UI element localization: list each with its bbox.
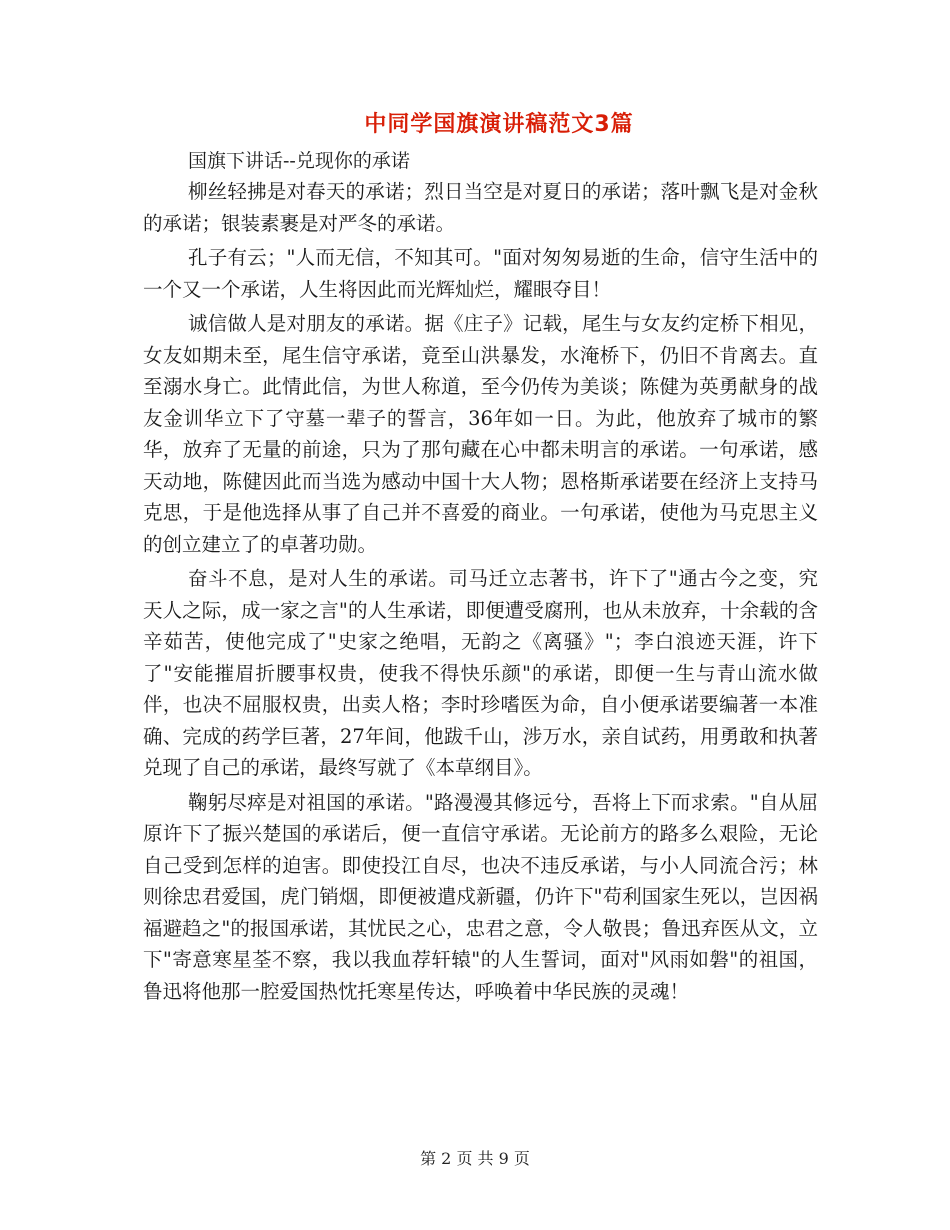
paragraph: 诚信做人是对朋友的承诺。据《庄子》记载，尾生与女友约定桥下相见，女友如期未至，尾生信守承诺，竟至山洪暴发，水淹桥下，仍旧不肯离去。直至溺水身亡。此情此信，为世人称道，至今仍传为美谈；陈健为英勇献身的战友金训华立下了守墓一辈子的誓言，36年如一日。为此，他放弃了城市的繁华，放弃了无量的前途，只为了那句藏在心中都未明言的承诺。一句承诺，感天动地，陈健因此而当选为感动中国十大人物；恩格斯承诺要在经济上支持马克思，于是他选择从事了自己并不喜爱的商业。一句承诺，使他为马克思主义的创立建立了的卓著功勋。 xyxy=(143,312,818,556)
document-title: 中同学国旗演讲稿范文3篇 xyxy=(364,112,634,137)
paragraph: 柳丝轻拂是对春天的承诺；烈日当空是对夏日的承诺；落叶飘飞是对金秋的承诺；银装素裹是对严冬的承诺。 xyxy=(143,180,818,235)
paragraph: 孔子有云；"人而无信，不知其可。"面对匆匆易逝的生命，信守生活中的一个又一个承诺，人生将因此而光辉灿烂，耀眼夺目！ xyxy=(143,246,818,301)
document-subtitle: 国旗下讲话--兑现你的承诺 xyxy=(188,150,410,172)
paragraph: 鞠躬尽瘁是对祖国的承诺。"路漫漫其修远兮，吾将上下而求索。"自从屈原许下了振兴楚国的承诺后，便一直信守承诺。无论前方的路多么艰险，无论自己受到怎样的迫害。即使投江自尽，也决不违反承诺，与小人同流合污；林则徐忠君爱国，虎门销烟，即便被遣戍新疆，仍许下"苟利国家生死以，岂因祸福避趋之"的报国承诺，其忧民之心，忠君之意，令人敬畏；鲁迅弃医从文，立下"寄意寒星荃不察，我以我血荐轩辕"的人生誓词，面对"风雨如磐"的祖国，鲁迅将他那一腔爱国热忱托寒星传达，呼唤着中华民族的灵魂！ xyxy=(143,790,818,1003)
paragraph: 奋斗不息，是对人生的承诺。司马迁立志著书，许下了"通古今之变，究天人之际，成一家之言"的人生承诺，即便遭受腐刑，也从未放弃，十余载的含辛茹苦，使他完成了"史家之绝唱，无韵之《离骚》"；李白浪迹天涯，许下了"安能摧眉折腰事权贵，使我不得快乐颜"的承诺，即便一生与青山流水做伴，也决不屈服权贵，出卖人格；李时珍嗜医为命，自小便承诺要编著一本准确、完成的药学巨著，27年间，他跋千山，涉万水，亲自试药，用勇敢和执著兑现了自己的承诺，最终写就了《本草纲目》。 xyxy=(143,567,818,779)
document-body xyxy=(143,176,818,1010)
page-number: 第 2 页 共 9 页 xyxy=(420,1149,530,1168)
